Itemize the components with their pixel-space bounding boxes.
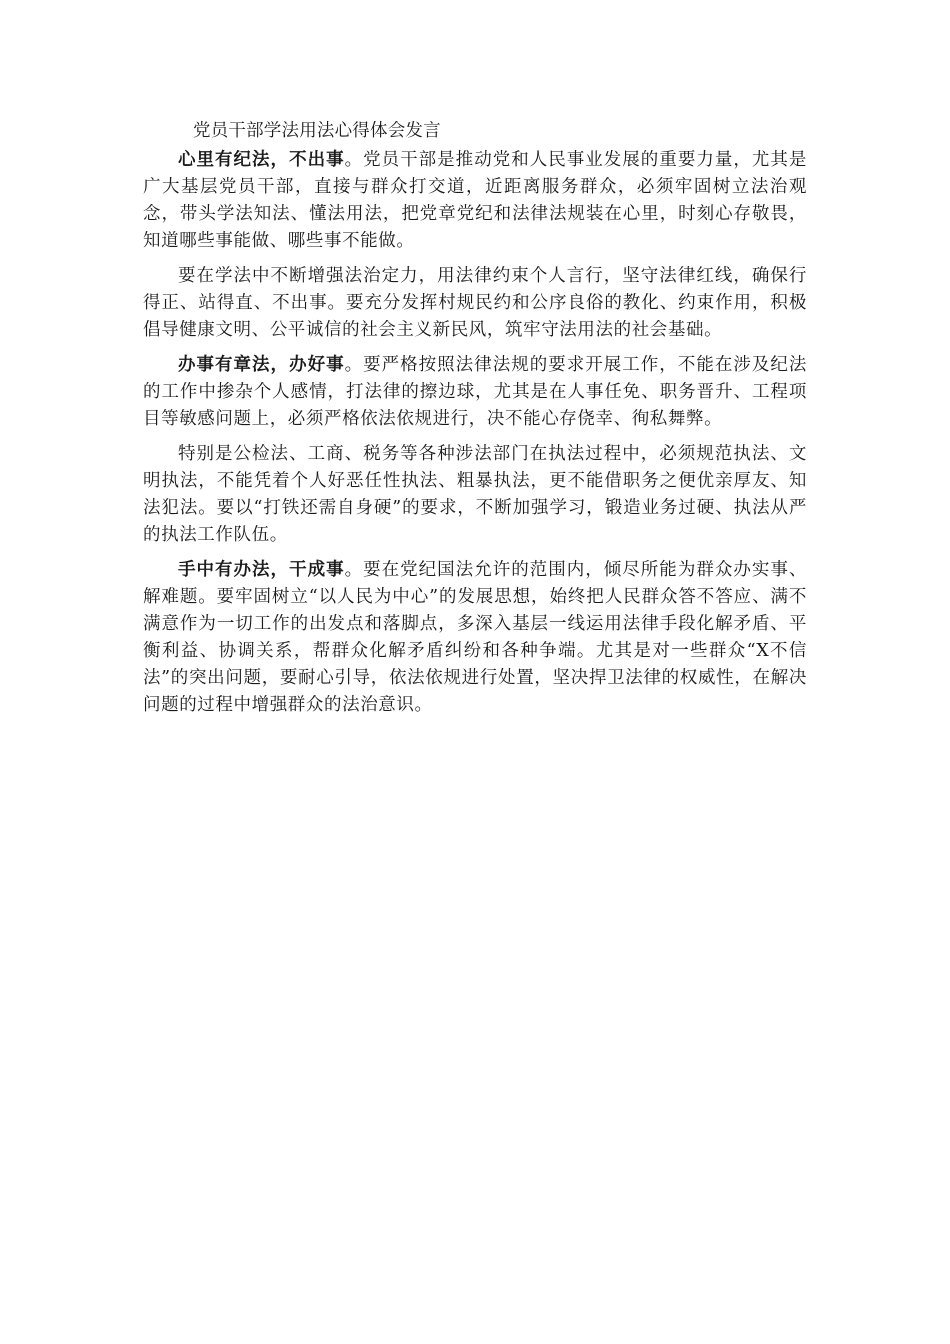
paragraph-4 <box>143 441 807 549</box>
paragraph-text: 。党员干部是推动党和人民事业发展的重要力量，尤其是广大基层党员干部，直接与群众打交道，近距离服务群众，必须牢固树立法治观念，带头学法知法、懂法用法，把党章党纪和法律法规装在心里，时刻心存敬畏，知道哪些事能做、哪些事不能做。 <box>143 150 807 251</box>
paragraph-3 <box>143 352 807 433</box>
paragraph-text: 特别是公检法、工商、税务等各种涉法部门在执法过程中，必须规范执法、文明执法，不能凭着个人好恶任性执法、粗暴执法，更不能借职务之便优亲厚友、知法犯法。要以“打铁还需自身硬”的要求，不断加强学习，锻造业务过硬、执法从严的执法工作队伍。 <box>143 444 807 545</box>
document-body <box>143 118 807 727</box>
paragraph-text: 。要严格按照法律法规的要求开展工作，不能在涉及纪法的工作中掺杂个人感情，打法律的擦边球，尤其是在人事任免、职务晋升、工程项目等敏感问题上，必须严格依法依规进行，决不能心存侥幸、徇私舞弊。 <box>143 355 807 429</box>
paragraph-text: 。要在党纪国法允许的范围内，倾尽所能为群众办实事、解难题。要牢固树立“以人民为中心”的发展思想，始终把人民群众答不答应、满不满意作为一切工作的出发点和落脚点，多深入基层一线运用法律手段化解矛盾、平衡利益、协调关系，帮群众化解矛盾纠纷和各种争端。尤其是对一些群众“X不信法”的突出问题，要耐心引导，依法依规进行处置，坚决捍卫法律的权威性，在解决问题的过程中增强群众的法治意识。 <box>143 560 807 715</box>
paragraph-lead: 办事有章法，办好事 <box>178 355 345 375</box>
paragraph-lead: 心里有纪法，不出事 <box>178 150 345 170</box>
paragraph-lead: 手中有办法，干成事 <box>178 560 345 580</box>
document-title: 党员干部学法用法心得体会发言 <box>193 121 441 141</box>
paragraph-1 <box>143 147 807 255</box>
paragraph-2 <box>143 263 807 344</box>
paragraph-text: 要在学法中不断增强法治定力，用法律约束个人言行，坚守法律红线，确保行得正、站得直、不出事。要充分发挥村规民约和公序良俗的教化、约束作用，积极倡导健康文明、公平诚信的社会主义新民风，筑牢守法用法的社会基础。 <box>143 266 807 340</box>
paragraph-5 <box>143 557 807 719</box>
